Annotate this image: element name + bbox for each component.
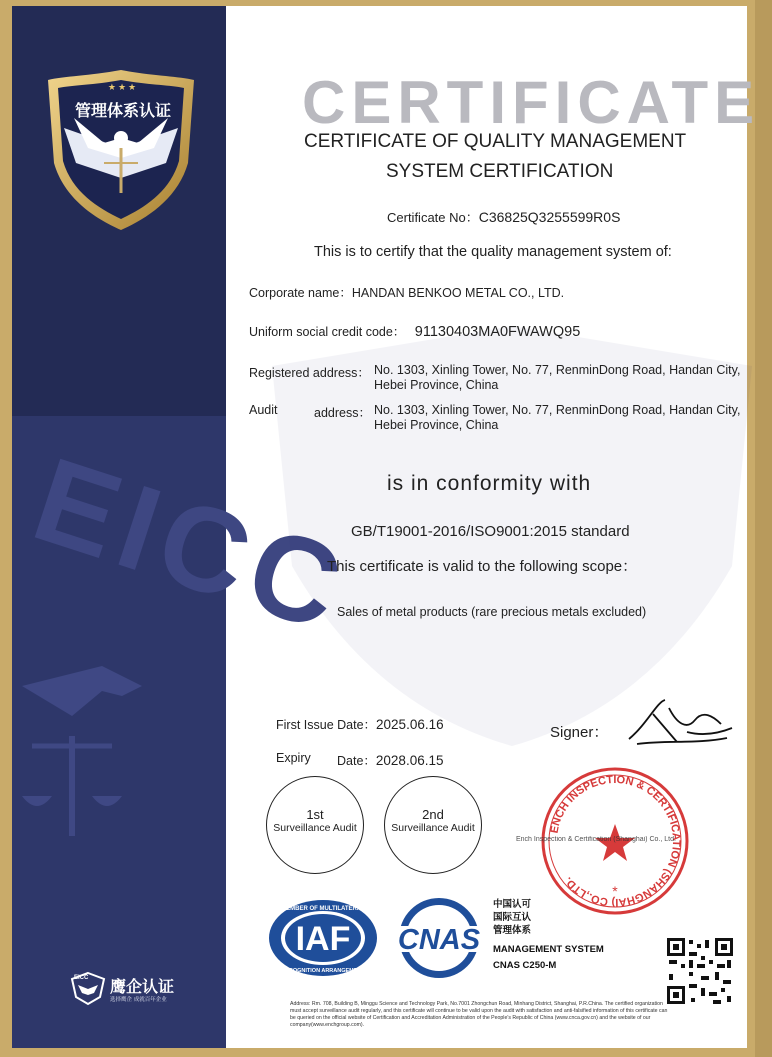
expiry-date-value: 2028.06.15 bbox=[375, 753, 444, 768]
registered-address-line2: Hebei Province, China bbox=[374, 378, 499, 392]
registered-address-label: Registered address： bbox=[249, 366, 370, 380]
surveillance-circle-2 bbox=[384, 776, 482, 874]
issue-date-label: First Issue Date： bbox=[276, 718, 377, 732]
expiry-date-label-b: Date： bbox=[337, 754, 376, 768]
credit-code-label: Uniform social credit code： bbox=[249, 325, 406, 339]
cnas-cn-line1: 中国认可 bbox=[493, 899, 532, 910]
corporate-name-value: HANDAN BENKOO METAL CO., LTD. bbox=[351, 286, 565, 300]
cnas-cn-text bbox=[493, 898, 531, 937]
cnas-cn-line3: 管理体系 bbox=[493, 925, 532, 936]
legal-footer-text: Address: Rm. 708, Building B, Minggu Science and Technology Park, No.7001 Zhongchun Road, Minhang District, Shanghai, P.R.China. The certified organization must accept surveillance audit regularly, and this certificate will continue to be valid upon the audit with satisfaction and anti-falsified information of this certificate can be queried on the official website of Certification and Accreditation Administration of the People's Republic of China (www.cnca.gov.cn) and the website of our company(www.enchgroup.com). bbox=[290, 1001, 668, 1028]
certificate-page bbox=[12, 6, 761, 1048]
audit-address-line2: Hebei Province, China bbox=[374, 418, 499, 432]
standard-text: GB/T19001-2016/ISO9001:2015 standard bbox=[351, 523, 630, 540]
iaf-center-text: IAF bbox=[295, 920, 351, 958]
surveillance-1-label: Surveillance Audit bbox=[273, 822, 357, 834]
seal-ring-text: ENCH INSPECTION & CERTIFICATION (SHANGHAI) CO.,LTD. bbox=[548, 773, 683, 909]
certificate-number-label: Certificate No： bbox=[387, 210, 479, 225]
qr-code-icon bbox=[665, 936, 735, 1006]
cnas-cn-line2: 国际互认 bbox=[493, 912, 532, 923]
iaf-logo-icon bbox=[267, 898, 379, 978]
sidebar-eicc-watermark: EICC bbox=[19, 432, 364, 658]
corporate-name-row bbox=[249, 283, 564, 301]
audit-address-label-b: address： bbox=[314, 406, 371, 420]
expiry-date-label-a: Expiry bbox=[276, 751, 311, 765]
intro-text: This is to certify that the quality management system of: bbox=[314, 244, 672, 260]
eicc-logo-abbr: EICC bbox=[74, 975, 89, 981]
iaf-ring-bottom: RECOGNITION ARRANGEMENT bbox=[281, 968, 365, 974]
seal-center-text: Ench Inspection & Certification (Shanghai) Co., Ltd. bbox=[516, 836, 676, 843]
issue-date-row bbox=[276, 715, 444, 733]
corporate-name-label: Corporate name： bbox=[249, 286, 352, 300]
certificate-title-line1: CERTIFICATE OF QUALITY MANAGEMENT bbox=[304, 131, 687, 152]
cnas-logo-icon bbox=[384, 896, 494, 980]
cnas-en-line1: MANAGEMENT SYSTEM bbox=[493, 944, 604, 955]
audit-address-label-a: Audit bbox=[249, 403, 278, 417]
registered-address-value bbox=[374, 363, 744, 393]
credit-code-row bbox=[249, 322, 580, 340]
badge-stars: ★★★ bbox=[107, 82, 139, 92]
surveillance-1-num: 1st bbox=[306, 807, 324, 822]
audit-address-line1: No. 1303, Xinling Tower, No. 77, RenminDong Road, Handan City, bbox=[374, 403, 741, 417]
signer-label: Signer： bbox=[550, 724, 609, 741]
certificate-number-value: C36825Q3255599R0S bbox=[478, 209, 621, 225]
certificate-big-heading: CERTIFICATE bbox=[302, 69, 761, 136]
expiry-date-row bbox=[337, 751, 443, 769]
issue-date-value: 2025.06.16 bbox=[376, 717, 444, 732]
registered-address-line1: No. 1303, Xinling Tower, No. 77, RenminDong Road, Handan City, bbox=[374, 363, 741, 377]
certificate-number bbox=[387, 207, 620, 226]
valid-scope-text: This certificate is valid to the following scope： bbox=[327, 558, 638, 575]
badge-title: 管理体系认证 bbox=[74, 101, 171, 120]
cnas-en-line2: CNAS C250-M bbox=[493, 960, 557, 971]
conformity-heading: is in conformity with bbox=[387, 472, 592, 495]
eicc-logo-slogan: 选择鹰企 成就百年企业 bbox=[110, 997, 167, 1003]
cnas-logo-text: CNAS bbox=[397, 924, 481, 956]
scope-text: Sales of metal products (rare precious metals excluded) bbox=[337, 605, 647, 619]
signature-icon bbox=[617, 694, 737, 754]
svg-text:*: * bbox=[612, 883, 618, 899]
eicc-logo-name: 鹰企认证 bbox=[110, 977, 175, 996]
iaf-ring-top: MEMBER OF MULTILATERAL bbox=[281, 906, 365, 912]
eagle-scale-icon bbox=[12, 626, 226, 856]
audit-address-value bbox=[374, 403, 744, 433]
surveillance-2-num: 2nd bbox=[422, 807, 444, 822]
surveillance-circle-1 bbox=[266, 776, 364, 874]
certificate-title-line2: SYSTEM CERTIFICATION bbox=[386, 161, 614, 182]
credit-code-value: 91130403MA0FWAWQ95 bbox=[414, 324, 581, 340]
surveillance-2-label: Surveillance Audit bbox=[391, 822, 475, 834]
